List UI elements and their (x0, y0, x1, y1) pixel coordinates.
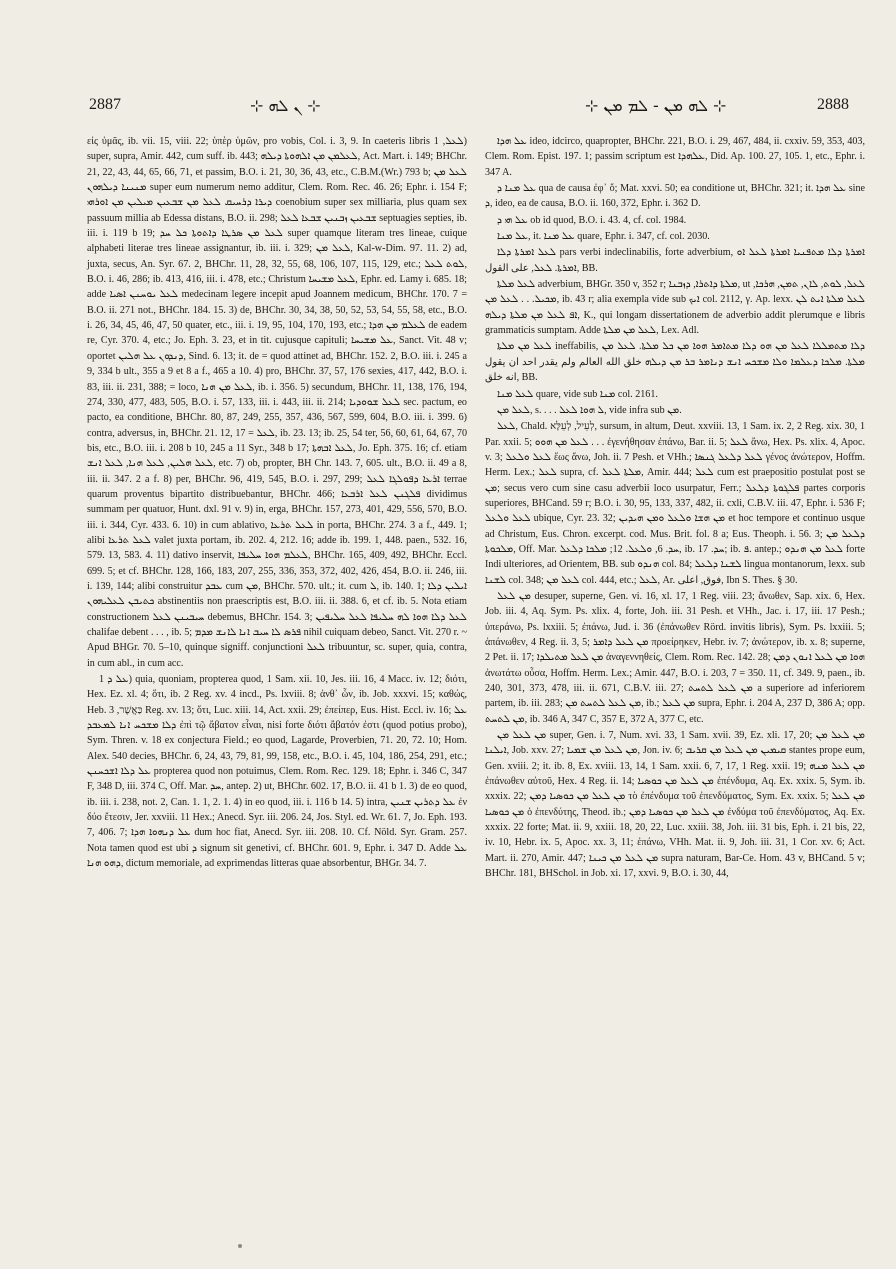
entry-paragraph: ܠܥܠ ܡܢ, s. . . . ܠ ܗܘܐ ܠܥܠ, vide infra sub ܡܢ. (497, 404, 682, 416)
entry-paragraph: ܥܠ ܗܝ ܕ ob id quod, B.O. i. 43. 4, cf. col. 1984. (497, 214, 687, 226)
left-page-number: 2887 (89, 96, 121, 113)
print-speck (238, 1244, 242, 1248)
entry-paragraph: ܥܠ ܡܢܐ, it. ܥܠ ܡܢܐ quare, Ephr. i. 347, cf. col. 2030. (497, 231, 710, 243)
right-page-number: 2888 (817, 96, 849, 113)
entry-paragraph: ܥܠ ܕ 1) quia, quoniam, propterea quod, 1 Sam. xii. 10, Jes. iii. 16, 4 Macc. iv. 12; διότι, Hex. Ez. xl. 4; ὅτι, ib. 2 Reg. xv. 4 incd., Ps. lxviii. 8; ἀνθ᾽ ὧν, ib. Job. xxxvi. 15; καθώς, Heb. כַּאֲשֶׁר, 3 Reg. xv. 13; ὅτι, Luc. xiii. 14, Act. xxii. 29; ἐπείπερ, Eus. Hist. Eccl. iv. 16; ܥܠ ܕܠܐ ܡܫܟܚ ܐܢܐ ܠܡܥܒܕ ἐπὶ τῷ ἄβατον εἶναι, nisi forte διότι ἄβατόν ἐστι (quod potius probo), Sym. Thren. v. 18 ex conjectura Field.; eo quod, Lagarde, Proverbien, 71. 20, 72. 10; Hom. Alex. 540 decies, BHChr. 6, 24, 43, 79, 81, 99, 158, etc., B.O. i. 45, 104, 186, 254, 291, etc.; ܥܠ ܕܠܐ ܐܫܟܚܢܢ propterea quod non potuimus, Clem. Rom. Rec. 129. 18; Ephr. i. 346 C, 347 F, 348 D, iii. 374 C, Off. Mar. ܚܕ, antep. 2) ut, BHChr. 602. 17, B.O. ii. 41 b 1. 3) de eo quod, ib. iii. i. 238, not. 2, Can. 1. 1, 2. 1. 4) in eo quod, iii. i. 116 b 14. 5) intra, ܥܠ ܕܬܪܝܢ ܫܢܝܢ ἐν δύο ἔτεσιν, Jer. xxviii. 11 Hex.; Anecd. Syr. iii. 206. 24, Jos. Styl. ed. Wr. 61. 7, Jo. Eph. 193. 7, 406. 7; ܥܠ ܕܢܗܘܐ ܗܕܐ dum hoc fiat, Anecd. Syr. iii. 208. 10. Cf. Nöld. Syr. Gram. 257. Nota tamen quod est ubi ܕ signum sit genetivi, cf. BHChr. 601. 9, Ephr. i. 347 D. Adde ܥܠ ܕܗܘ ܗܢܐ, dictum memoriale, ad exprimendas litteras quae absorbentur, BHGr. 34. 7. (87, 674, 468, 870)
entry-paragraph: ܠܥܠ ܐܡܪܬܐ ܕܠܐ pars verbi indeclinabilis, forte adverbium, ܐܡܪܬܐ ܕܠܐ ܡܬܦܢܝܐ ܐܡܪܬܐ ܠܥܠ ܐܘ ܐܡܪܬܐ. ܠܥܠ, على القول, BB. (485, 247, 865, 274)
entry-paragraph: ܠܥܠ ܡܢ ܡܠܬܐ ineffabilis, ܕܠܐ ܡܬܡܠܠܐ ܠܥܠ ܡܢ ܗܘ ܕܠܐ ܡܬܐܡܪ ܗܘܐ ܡܢ ܟܠ ܡܠܬܐ. ܠܥܠ ܡܢ ܡܠܬܐ. ܡܠܟܐ ܕܥܠܡܐ ܘܠܐ ܡܫܟܚ ܐܢܫ ܕܢܐܡܪ ܒܪ ܡܢ ܕܝܠܗ خلق الله العالم ولم يقدر احد ان يقول انه خلق, BB. (485, 341, 866, 384)
entry-paragraph: ܠܥܠ, Chald. לְעֵיל, לְעֵלָּא, sursum, in altum, Deut. xxviii. 13, 1 Sam. ix. 2, 2 Reg. xix. 30, 1 Par. xxii. 5; ܠܥܠ ܡܢ ܗܘܘ . . . ἐγενήθησαν ἐπάνω, Bar. ii. 5; ܠܥܠ ἄνω, Hex. Ps. xlix. 4, Apoc. v. 3; ܠܥܠ ܘܠܥܠ ἕως ἄνω, Joh. ii. 7 Pesh. et VHh.; ܠܥܠ ܕܠܥܠ ܓܢܣܐ γένος ἀνώτερον, Hoffm. Herm. Lex.; ܠܥܠ supra, cf. ܡܠܬܐ ܠܥܠ, Amir. 444; ܠܥܠ cum est praepositio postulat post se ܡܢ; secus vero cum sine casu adverbii loco usurpatur, Ferr.; ܦܠܓܘܬܐ ܕܠܥܠ partes corporis superiores, BHCand. 59 r; B.O. i. 30, 95, 133, 337, 482, ii. cxli, C.B.V. iii. 47, Ephr. i. 536 F; ܠܥܠ ܘܠܥܠ ubique, Cyr. 23. 32; ܡܢ ܗܫܐ ܘܠܥܠ ܘܡܢ ܗܝܕܝܢ et hoc tempore et continuo usque ad Christum, Eus. Chron. excerpt. cod. Mus. Brit. fol. 8 a; Eus. Theoph. i. 56. 3; ܕܠܥܠ ܡܢ ܡܠܟܘܬܐ, Off. Mar. ܚܕ. 6, ܘܠܥܠ. 12; ܡܠܟܐ ܕܠܥܠ, ib. ܚܕ. 17; ib. ܦ. antep.; ܠܥܠ ܡܢ ܗܢܕܘ forte Indi ulteriores, ad Orientem, BB. sub ܗܢܕܘ col. 84; ܠܫܢܐ ܕܠܥܠ lingua montanorum, lexx. sub ܠܫܢܐ col. 348; ܠܥܠ ܡܢ col. 444, etc.; ܠܥܠ, Ar. فوق, اعلى, Ibn S. Thes. § 30. (485, 421, 865, 586)
entry-paragraph: ܠܥܠ ܡܠܬܐ adverbium, BHGr. 350 v, 352 r; ܡܠܬܐ ܕܐܬܪܐ, ܕܙܒܢܐ, ut ܠܥܠ, ܠܘܬ, ܠܐܢ, ܬܡܢ, ܗܪܟܐ, ܡܟܝܠ. . . ܠܥܠ ܡܢ, ib. 43 r; alia exempla vide sub ܐܝܟ col. 2112, γ. Ap. lexx. ܠܥܠ ܡܠܬܐ ܐܝܬ ܠܢ ܐܦ ܠܥܠ ܡܢ ܡܠܬܐ ܕܝܠܗ, K., qui longam dissertationem de adverbio addit plerumque e libris grammaticis sumptam. Adde ܠܥܠ ܡܢ ܡܠܬܐ, Lex. Adl. (485, 279, 865, 337)
entry-paragraph: ܠܥܠ ܡܢܐ quare, vide sub ܡܢܐ col. 2161. (497, 388, 658, 400)
entry-paragraph: ܥܠ ܗܕܐ ideo, idcirco, quapropter, BHChr. 221, B.O. i. 29, 467, 484, ii. cxxiv. 59, 353, 403, Clem. Rom. Epist. 197. 1; passim scriptum est ܥܠܗܕܐ, Did. Ap. 100. 27, 105. 1, etc., Ephr. i. 347 A. (485, 136, 865, 178)
entry-paragraph: ܥܠ ܡܢܐ ܕ qua de causa ἐφ᾽ ὅ; Mat. xxvi. 50; ea conditione ut, BHChr. 321; it. ܥܠ ܗܕܐ sine ܕ, ideo, ea de causa, B.O. ii. 160, 372, Ephr. i. 362 D. (485, 183, 865, 210)
left-column (87, 134, 467, 872)
right-column (485, 134, 865, 882)
entry-paragraph: ܡܢ ܠܥܠ ܡܢ super, Gen. i. 7, Num. xvi. 33, 1 Sam. xvii. 39, Ez. xli. 17, 20; ܡܢ ܠܥܠ ܡܢ ܐܝܠܢܐ, Job. xxv. 27; ܡܢ ܠܥܠ ܡܢ ܫܡܝܐ, Jon. iv. 6; ܩܝܡܝܢ ܡܢ ܠܥܠ ܡܢ ܩܪܝܒ stantes prope eum, Gen. xviii. 2; it. ib. 8, Ex. xviii. 13, 14, 1 Sam. xxii. 6, 7, 17, 1 Reg. xxii. 19; ܡܢ ܠܥܠ ܡܢܗ ἐπάνωθεν αὐτοῦ, Hex. 4 Reg. ii. 14; ܡܢ ܠܥܠ ܡܢ ܟܘܣܝܐ ἐπένδυμα, Aq. Ex. xxix. 5, Sym. ib. xxxix. 22; ܡܢ ܠܥܠ ܡܢ ܟܘܣܝܐ ܕܡܢ τὸ ἐπένδυμα τοῦ ἐπενδύματος, Sym. Ex. xxix. 5; ܡܢ ܠܥܠ ܡܢ ܟܘܣܝܐ ὁ ἐπενδύτης, Theod. ib.; ܡܢ ܠܥܠ ܡܢ ܟܘܣܝܐ ܕܡܢ ἐνδύμα τοῦ ἐπενδύματος, Aq. Ex. xxxix. 22 forte; Mat. ii. 9, xxiii. 18, 20, 22, Luc. xxiii. 38, Joh. iii. 31 bis, Eph. i. 21 bis, 22, iv. 10, Hebr. ix. 5, Apoc. xx. 3, 11; ἐπάνω, VHh. Mat. ii. 9, Joh. iii. 31, 1 Cor. xv. 6; Act. Mart. ii. 270, Amir. 447; ܡܢ ܠܥܠ ܡܢ ܟܝܢܐ supra naturam, Bar-Ce. Hom. 43 v, BHCand. 5 v; BHChr. 181, BHSchol. in Job. xi. 17, xxvi. 9, B.O. i. 30, 44, (485, 730, 866, 880)
left-running-head: ⊹ ܢ ܠܗ ⊹ (250, 96, 321, 115)
entry-paragraph: ܡܢ ܠܥܠ desuper, superne, Gen. vi. 16, xl. 17, 1 Reg. viii. 23; ἄνωθεν, Sap. xix. 6, Hex. Job. iii. 4, Aq. Sym. Ps. xlix. 4, forte, Joh. iii. 31 Pesh. et VHh., Jac. i. 17, iii. 17 Pesh.; ὑπεράνω, Ps. lxxiii. 5; ἐπάνω, Jud. i. 36 (ἐπάνωθεν Rörd. invitis libris), Sym. Ps. lxxiii. 5; ἀπάνωθεν, 4 Reg. ii. 3, 5; ܡܢ ܠܥܠ ܕܐܡܪ προείρηκεν, Hebr. iv. 7; ἀνώτερον, ib. x. 8; superne, 2 Pet. ii. 17; ܡܢ ܠܥܠ ܡܬܝܠܕܐ ἀναγεννηθείς, Clem. Rom. Rec. 142. 28; ܗܘܐ ܡܢ ܠܥܠ ܐܢܘܢ ܕܡܢ ἀνωτάτω οὖσα, Hoffm. Herm. Lex.; Amir. 447, B.O. i. 203, 7 = 350. 11, cf. 349. 9, paen., ib. 240, 301, 373, 478, iii. ii. 671, C.B.V. iii. 27; ܡܢ ܠܥܠ ܠܬܚܬ a superiore ad inferiorem partem, ib. iii. 283; ܡܢ ܠܥܠ ܠܬܚܬ ܡܢ, ib.; ܡܢ ܠܥܠ supra, Ephr. i. 204 A, 237 D, 386 A; opp. ܡܢ ܠܬܚܬ, ib. 346 A, 347 C, 357 E, 372 A, 377 C, etc. (485, 590, 866, 725)
entry-paragraph: εἰς ὑμᾶς, ib. vii. 15, viii. 22; ὑπὲρ ὑμῶν, pro vobis, Col. i. 3, 9. In caeteris libris ܠܥܠ, 1) super, supra, Amir. 442, cum suff. ib. 443; ܠܥܠܡܢ ܡܢ ܐܠܗܘܬܐ ܕܝܠܗ, Act. Mart. i. 149; BHChr. 21, 22, 43, 44, 65, 66, 71, et passim, B.O. i. 21, 30, 36, 43, etc., C.B.M.(Wr.) 793 b; ܠܥܠ ܡܢ ܡܢܝܢܐ ܕܝܠܗܘܢ super eum numerum nemo additur, Clem. Rom. Rec. 46. 26; Ephr. i. 154 F; ܕܝܪܐ ܕܪܚܝܩ ܠܥܠ ܡܢ ܫܒܥܝܢ ܡܝܠܝܢ ܡܢ ܐܘܪܗܝ coenobium super sex milliaria, plus quam sex passuum millia ab Edessa distans, B.O. ii. 298; ܫܒܥܝܢ ܙܒܢܝܢ ܫܒܥܐ ܠܥܠ septuagies septies, ib. iii. i. 119 b 19; ܠܥܠ ܡܢ ܣܪܛܐ ܕܐܬܘܬܐ ܟܠ ܚܕ super quamque literam tres lineae, cuique alphabeti literae tres lineae assignantur, ib. iii. i. 329; ܠܥܠ ܡܢ, Kal-w-Dim. 97. 11. 2) ad, juxta, secus, An. Syr. 67. 2, BHChr. 11, 28, 32, 55, 68, 106, 107, 115, 129, etc.; ܠܘܬ ܠܥܠ, B.O. i. 46, 286; ib. 413, 416, iii. i. 478, etc.; Christum ܠܥܠ ܡܫܝܚܐ, Ephr. ed. Lamy i. 685. 18; adde ܠܥܠ ܝܘܚܢܢ ܐܣܝܐ medecinam legere incepit apud Joannem medicum, BHChr. 170. 7 = B.O. ii. 271 not., BHChr. 184. 15. 3) de, BHChr. 30, 34, 38, 50, 52, 53, 54, 55, 58, etc., B.O. i. 26, 34, 45, 46, 47, 50 quater, etc., iii. i. 19, 95, 104, 170, 193, etc.; ܠܥܠܡ ܡܢ ܗܕܐ de eadem re, Cyr. 370. 4, etc.; Jo. Eph. 3. 23, et in tit. cujusque capituli; ܥܠ ܡܫܝܚܐ, Sanct. Vit. 48 v; oportet ܕܢܕܘܢ ܥܠ ܗܠܝܢ, Sind. 6. 13; it. de = quod attinet ad, BHChr. 152. 2, B.O. iii. i. 245 a 9, 334 b ult., 355 a 9 et 8 a f., 465 a 10. 4) pro, BHChr. 37, 57, 176 sexies, 417, 442, B.O. i. 83, iii. ii. 231, 388; = loco, ܠܥܠ ܡܢ ܗܢܐ, ib. i. 356. 5) secundum, BHChr. 11, 138, 176, 194, 274, 330, 477, 483, 505, B.O. i. 57, 133, iii. i. 443, iii. ii. 214; ܠܥܠ ܫܘܘܕܝܐ sec. pactum, eo pacto, ea conditione, BHChr. 80, 87, 249, 255, 357, 436, 567, 599, 604, B.O. iii. i. 399. 6) contra, adversus, in, BHChr. 21. 12, 17 = ܠܥܠ, ib. 23. 13; ib. 25, 54 ter, 56, 60, 61, 64, 67, 70 bis, etc., B.O. iii. i. 208 b 10, 245 a 11 Syr., 348 b 17; ܠܥܠ ܐܒܗܬܐ, Jo. Eph. 375. 16; cf. etiam ܠܥܠ ܗܠܝܢ, ܠܥܠ ܗܢܐ, ܠܥܠ ܐܢܫ, etc. 7) ob, propter, BH Chr. 143. 7, 605. ult., B.O. ii. 49 a 8, iii. ii. 347. 2 a f. 8) per, BHChr. 96, 419, 545, B.O. i. 297, 299; ܐܪܥܐ ܕܦܘܠܓܐ ܠܥܠ terrae quarum proventus bipartito distribuebantur, BHChr. 466; ܦܠܓܢܢ ܠܥܠ ܐܪܒܥܐ dividimus summam per quatuor, Hunt. dxl. 91 v. 9) in, erga, BHChr. 157, 273, 401, 429, 556, 570, B.O. iii. i. 344, Cyr. 433. 6. 10) in cum ablativo, ܠܥܠ ܬܪܥܐ in porta, BHChr. 274. 3 a f., 449. 1; alibi ܠܥܠ ܬܪܥܐ valet juxta portam, ib. 202. 4, 212. 16; adde ib. 199. 1, 448. paen., 532. 16, 579. 13, 583. 4. 11) dativo inservit, ܠܥܠܡ ܗܘܐ ܚܠܝܦܐ, BHChr. 165, 409, 492, BHChr. Eccl. 699. 5; et cf. BHChr. 128, 166, 183, 207, 255, 336, 353, 372, 402, 426, 454, B.O. ii. 246, iii. i. 139, 144; alibi construitur ܥܒܕ cum ܡܢ, BHChr. 570. ult.; it. cum ܠ, ib. 140. 1; ܐܝܠܝܢ ܕܠܐ ܟܬܝܒܢ ܠܥܠܝܗܘܢ abstinentiis non praescriptis est, B.O. iii. ii. 388. 6, et cf. ib. 5. Nota etiam constructionem ܚܝܒܝܢܢ ܠܥܠ debemus, BHChr. 154. 3; ܠܥܠ ܕܠܐ ܗܘܐ ܠܗ ܚܠܝܦܐ ܠܥܠ ܚܠܝܦܝܢ chalifae debent . . . , ib. 5; ܦܪܣ ܠܐ ܚܝܒ ܐܢܐ ܠܐܢܫ ܡܕܡ nihil cuiquam debeo, Sanct. Vit. 270 r. ~ Apud BHGr. 70. 5–10, quinque signiff. conjunctioni ܠܥܠ tribuuntur, sc. super, quia, contra, in cum abl., in cum acc. (87, 136, 468, 669)
running-header (0, 96, 896, 118)
right-running-head: ⊹ ܠܗ ܡܢ - ܠܡ ܡܢ ⊹ (585, 96, 727, 115)
